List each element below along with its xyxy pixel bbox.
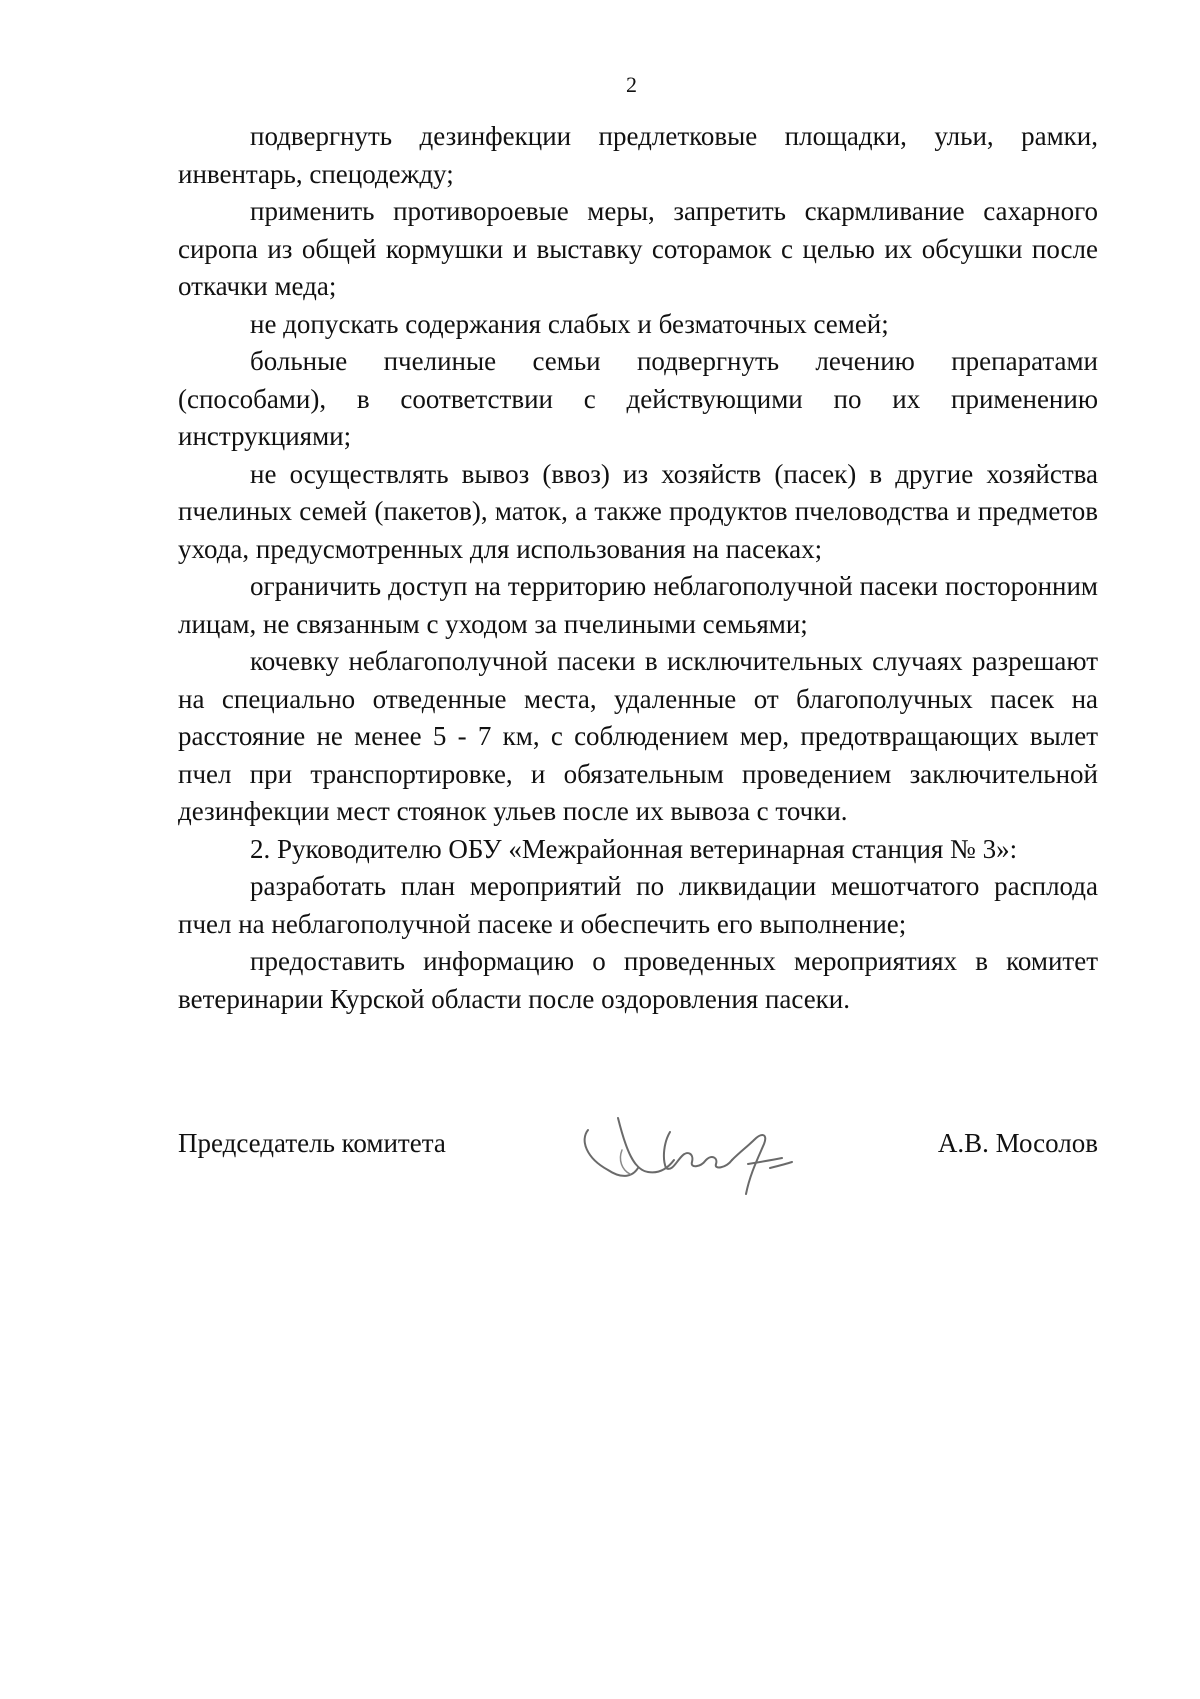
- paragraph-action-plan: разработать план мероприятий по ликвидации мешотчатого расплода пчел на неблагополучной пасеке и обеспечить его выполнение;: [178, 871, 1098, 939]
- paragraph-disinfection: подвергнуть дезинфекции предлетковые площадки, ульи, рамки, инвентарь, спецодежду;: [178, 121, 1098, 189]
- handwritten-signature: [578, 1110, 878, 1210]
- signatory-title: Председатель комитета: [178, 1128, 446, 1158]
- paragraph-transport-ban: не осуществлять вывоз (ввоз) из хозяйств (пасек) в другие хозяйства пчелиных семей (пакетов), маток, а также продуктов пчеловодства и предметов ухода, предусмотренных для использования на пасеках;: [178, 458, 1098, 564]
- paragraph-anti-swarm: применить противороевые меры, запретить скармливание сахарного сиропа из общей кормушки и выставку сотoрамок с целью их обсушки после откачки меда;: [178, 196, 1098, 301]
- page-number: 2: [626, 72, 637, 97]
- signatory-name: А.В. Мосолов: [937, 1128, 1098, 1158]
- paragraph-report: предоставить информацию о проведенных мероприятиях в комитет ветеринарии Курской области после оздоровления пасеки.: [178, 946, 1098, 1014]
- paragraph-section-2-heading: 2. Руководителю ОБУ «Межрайонная ветеринарная станция № 3»:: [250, 833, 1018, 864]
- paragraph-access-restriction: ограничить доступ на территорию неблагополучной пасеки посторонним лицам, не связанным с уходом за пчелиными семьями;: [178, 571, 1098, 639]
- signature-block: [178, 1110, 1098, 1210]
- paragraph-treatment: больные пчелиные семьи подвергнуть лечению препаратами (способами), в соответствии с действующими по их применению инструкциями;: [178, 346, 1098, 451]
- paragraph-nomadic-apiary: кочевку неблагополучной пасеки в исключительных случаях разрешают на специально отведенные места, удаленные от благополучных пасек на расстояние не менее 5 - 7 км, с соблюдением мер, предотвращающих вылет пчел при транспортировке, и обязательным проведением заключительной дезинфекции мест стоянок ульев после их вывоза с точки.: [178, 646, 1098, 826]
- paragraph-weak-colonies: не допускать содержания слабых и безматочных семей;: [250, 308, 889, 339]
- document-body: [178, 118, 1098, 1018]
